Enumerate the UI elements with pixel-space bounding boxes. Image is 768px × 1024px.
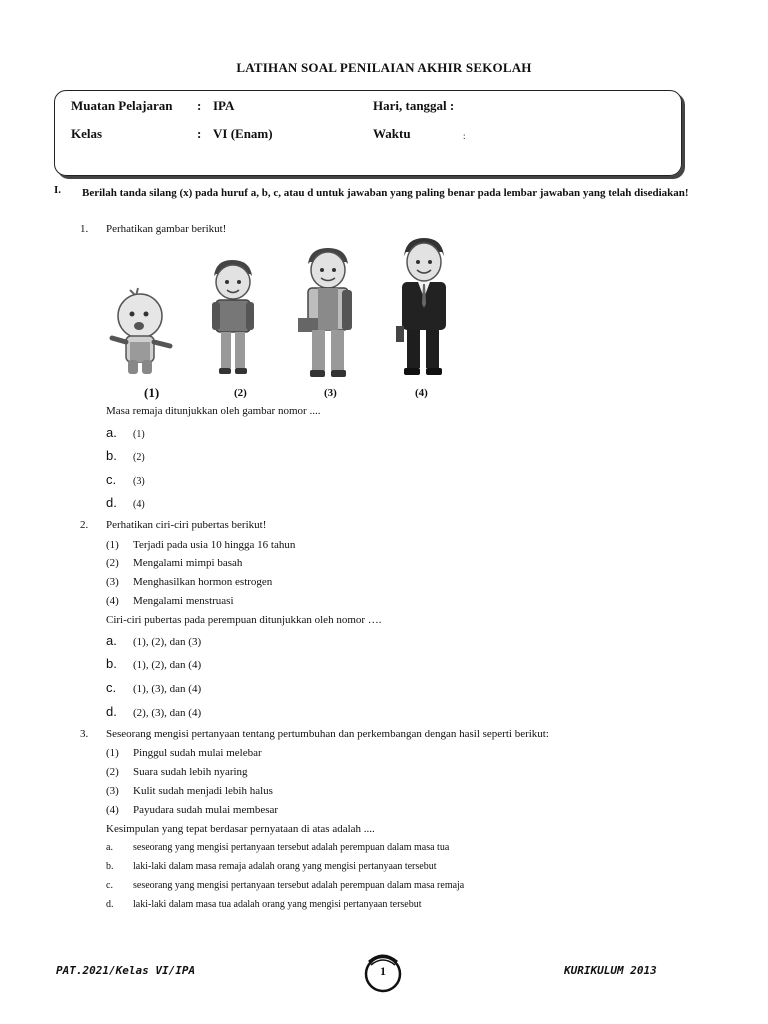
q2-option-a-letter: a. [106, 633, 117, 648]
q1-option-c-letter: c. [106, 472, 117, 487]
q1-option-b-text: (2) [133, 452, 145, 463]
q2-item-3-number: (3) [106, 576, 119, 588]
q1-option-a-text: (1) [133, 429, 145, 440]
q3-option-d-letter: d. [106, 899, 114, 910]
q2-option-b-letter: b. [106, 656, 117, 671]
q3-item-3-text: Kulit sudah menjadi lebih halus [133, 785, 273, 797]
footer-left-text: PAT.2021/Kelas VI/IPA [56, 964, 196, 977]
q3-item-4-number: (4) [106, 804, 119, 816]
figure-caption-4: (4) [415, 387, 428, 399]
q3-option-d-text: laki-laki dalam masa tua adalah orang yang mengisi pertanyaan tersebut [133, 899, 422, 910]
q2-option-b-text: (1), (2), dan (4) [133, 659, 202, 671]
footer-right-text: KURIKULUM 2013 [564, 964, 657, 977]
waktu-colon: : [463, 131, 466, 141]
q2-option-d-text: (2), (3), dan (4) [133, 707, 202, 719]
page-number: 1 [380, 964, 386, 978]
q3-item-2-text: Suara sudah lebih nyaring [133, 766, 248, 778]
q3-option-c-letter: c. [106, 880, 113, 891]
q3-item-4-text: Payudara sudah mulai membesar [133, 804, 279, 816]
q1-option-b-letter: b. [106, 448, 117, 463]
page-number-badge [362, 952, 404, 994]
q1-option-d-text: (4) [133, 499, 145, 510]
q3-prompt: Seseorang mengisi pertanyaan tentang pertumbuhan dan perkembangan dengan hasil seperti berikut: [106, 728, 549, 740]
figure-caption-1: (1) [144, 385, 160, 400]
kelas-colon: : [197, 126, 202, 141]
section-number: I. [54, 184, 62, 196]
waktu-label: Waktu [373, 126, 411, 141]
figure-baby [108, 286, 178, 378]
q1-option-c-text: (3) [133, 476, 145, 487]
figure-teen [296, 246, 360, 380]
figure-caption-3: (3) [324, 387, 337, 399]
q2-number: 2. [80, 519, 89, 531]
q1-prompt: Perhatikan gambar berikut! [106, 223, 227, 235]
kelas-value: VI (Enam) [213, 126, 273, 141]
q3-item-1-text: Pinggul sudah mulai melebar [133, 747, 262, 759]
q3-option-a-text: seseorang yang mengisi pertanyaan tersebut adalah perempuan dalam masa tua [133, 842, 450, 853]
figure-adult [392, 238, 454, 378]
q3-option-c-text: seseorang yang mengisi pertanyaan tersebut adalah perempuan dalam masa remaja [133, 880, 465, 891]
kelas-label: Kelas [71, 126, 103, 141]
document-title: LATIHAN SOAL PENILAIAN AKHIR SEKOLAH [236, 60, 532, 75]
hari-tanggal-label: Hari, tanggal : [373, 98, 455, 113]
q2-item-4-number: (4) [106, 595, 119, 607]
q2-item-4-text: Mengalami menstruasi [133, 595, 234, 607]
muatan-label: Muatan Pelajaran [71, 98, 173, 113]
exam-info-box [54, 90, 682, 176]
q2-option-d-letter: d. [106, 704, 117, 719]
q1-question: Masa remaja ditunjukkan oleh gambar nomor .... [106, 405, 321, 417]
q3-item-2-number: (2) [106, 766, 119, 778]
section-instruction: Berilah tanda silang (x) pada huruf a, b, c, atau d untuk jawaban yang paling benar pada lembar jawaban yang telah disediakan! [82, 187, 689, 199]
q1-option-a-letter: a. [106, 425, 117, 440]
q2-item-3-text: Menghasilkan hormon estrogen [133, 576, 273, 588]
q1-number: 1. [80, 223, 89, 235]
q2-option-a-text: (1), (2), dan (3) [133, 636, 202, 648]
q3-option-b-text: laki-laki dalam masa remaja adalah orang yang mengisi pertanyaan tersebut [133, 861, 437, 872]
q3-item-1-number: (1) [106, 747, 119, 759]
q2-option-c-letter: c. [106, 680, 117, 695]
q3-option-b-letter: b. [106, 861, 114, 872]
q2-prompt: Perhatikan ciri-ciri pubertas berikut! [106, 519, 267, 531]
figure-child [206, 258, 258, 378]
q3-number: 3. [80, 728, 89, 740]
q2-item-1-text: Terjadi pada usia 10 hingga 16 tahun [133, 539, 296, 551]
q1-option-d-letter: d. [106, 495, 117, 510]
q2-item-2-number: (2) [106, 557, 119, 569]
q2-item-2-text: Mengalami mimpi basah [133, 557, 243, 569]
q3-item-3-number: (3) [106, 785, 119, 797]
q2-option-c-text: (1), (3), dan (4) [133, 683, 202, 695]
muatan-colon: : [197, 98, 202, 113]
q2-question: Ciri-ciri pubertas pada perempuan ditunjukkan oleh nomor …. [106, 614, 382, 626]
muatan-value: IPA [213, 98, 235, 113]
q2-item-1-number: (1) [106, 539, 119, 551]
q3-question: Kesimpulan yang tepat berdasar pernyataan di atas adalah .... [106, 823, 375, 835]
q3-option-a-letter: a. [106, 842, 113, 853]
figure-caption-2: (2) [234, 387, 247, 399]
